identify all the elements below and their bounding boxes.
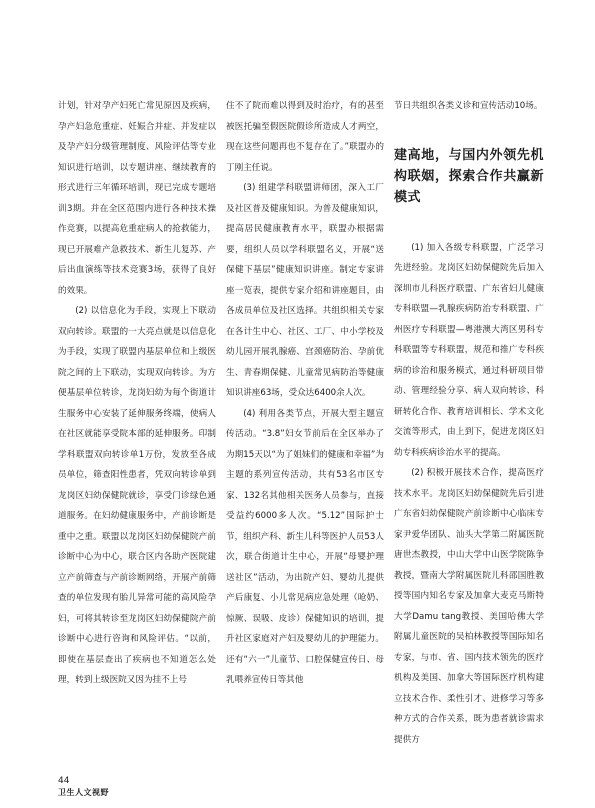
paragraph: (2) 积极开展技术合作，提高医疗技术水平。龙岗区妇幼保健院先后引进广东省妇幼保健院产前诊断中心临床专家尹爱华团队、汕头大学第二附属医院唐世杰教授，中山大学中山医学院陈争教授，暨南大学附属医院儿科邵国胜教授等国内知名专家及加拿大麦克马斯特大学Damu tang教授、美国哈佛大学附属儿童医院的吴柏林教授等国际知名专家，与市、省、国内技术领先的医疗机构及美国、加拿大等国际医疗机构建立技术合作、柔性引才、进修学习等多种方式的合作关系，既为患者就诊需求提供方 [394,468,544,745]
text-column-1 [58,96,216,691]
section-heading: 建高地，与国内外领先机构联姻，探索合作共赢新模式 [394,147,544,205]
paragraph: (1) 加入各级专科联盟，广泛学习先进经验。龙岗区妇幼保健院先后加入深圳市儿科医疗联盟、广东省妇儿健康专科联盟—乳腺疾病防治专科联盟、广州医疗专科联盟—粤港澳大湾区男科专科联盟等专科联盟，规范和推广专科疾病的诊治和服务模式，通过科研项目带动、管理经验分享、病人双向转诊、科研转化合作、教育培训相长、学术文化交流等形式，由上到下，促进龙岗区妇幼专科疾病诊治水平的提高。 [394,242,544,458]
page-number: 44 [58,776,70,786]
text-column-2 [226,96,384,691]
paragraph: (3) 组建学科联盟讲师团，深入工厂及社区普及健康知识。为普及健康知识，提高居民健康教育水平，联盟办根据需要，组织人员以学科联盟名义，开展“送保健下基层”健康知识讲座。制定专家讲座一览表，提供专家介绍和讲座题目，由各成员单位及社区选择。共组织相关专家在各计生中心、社区、工厂、中小学校及幼儿园开展乳腺癌、宫颈癌防治、孕前优生、青春期保健、儿童常见病防治等健康知识讲座63场，受众达6400余人次。 [226,183,384,398]
magazine-logo: 卫生人文视野 [58,787,109,797]
paragraph: 住不了院而难以得到及时治疗，有的甚至被医托骗至假医院假诊所造成人才两空，现在这些问题再也不复存在了。”联盟办的丁刚主任说。 [226,101,384,173]
paragraph: 节日共组织各类义诊和宣传活动10场。 [394,101,543,111]
paragraph: (2) 以信息化为手段，实现上下联动双向转诊。联盟的一大亮点就是以信息化为手段，实现了联盟内基层单位和上级医院之间的上下联动，实现双向转诊。为方便基层单位转诊，龙岗妇幼为每个街道计生服务中心安装了延伸服务终端，使病人在社区就能享受院本部的延伸服务。印制学科联盟双向转诊单1万份，发放至各成员单位，筛查阳性患者，凭双向转诊单到龙岗区妇幼保健院就诊，享受门诊绿色通道服务。在妇幼健康服务中，产前诊断是重中之重。联盟以龙岗区妇幼保健院产前诊断中心为中心，联合区内各助产医院建立产前筛查与产前诊断网络，开展产前筛查的单位发现有胎儿异常可能的高风险孕妇，可将其转诊至龙岗区妇幼保健院产前诊断中心进行咨询和风险评估。“以前，即使在基层查出了疾病也不知道怎么处理，转到上级医院又因为挂不上号 [58,306,216,685]
text-column-3 [394,96,544,750]
paragraph: 计划，针对孕产妇死亡常见原因及疾病，孕产妇急危重症、妊娠合并症、并发症以及孕产妇分级管理制度、风险评估等专业知识进行培训，以专题讲座、继续教育的形式进行三年循环培训，现已完成专题培训3期。并在全区范围内进行各种技术操作竞赛，以提高危重症病人的抢救能力，现已开展难产急救技术、新生儿复苏、产后出血演练等技术竞赛3场，获得了良好的效果。 [58,101,216,296]
paragraph: (4) 利用各类节点，开展大型主题宣传活动。“3.8”妇女节前后在全区举办了为期15天以“为了姐妹们的健康和幸福”为主题的系列宣传活动，共有53名市区专家、132名其他相关医务人员参与，直接受益约6000多人次。“5.12”国际护士节，组织产科、新生儿科等医护人员53人次，联合街道计生中心，开展“母婴护理送社区”活动，为出院产妇、婴幼儿提供产后康复、小儿常见病应急处理（呛奶、惊厥、误吸、皮诊）保健知识的培训，提升社区家庭对产妇及婴幼儿的护理能力。还有“六一”儿童节、口腔保健宣传日、母乳喂养宣传日等其他 [226,408,384,685]
